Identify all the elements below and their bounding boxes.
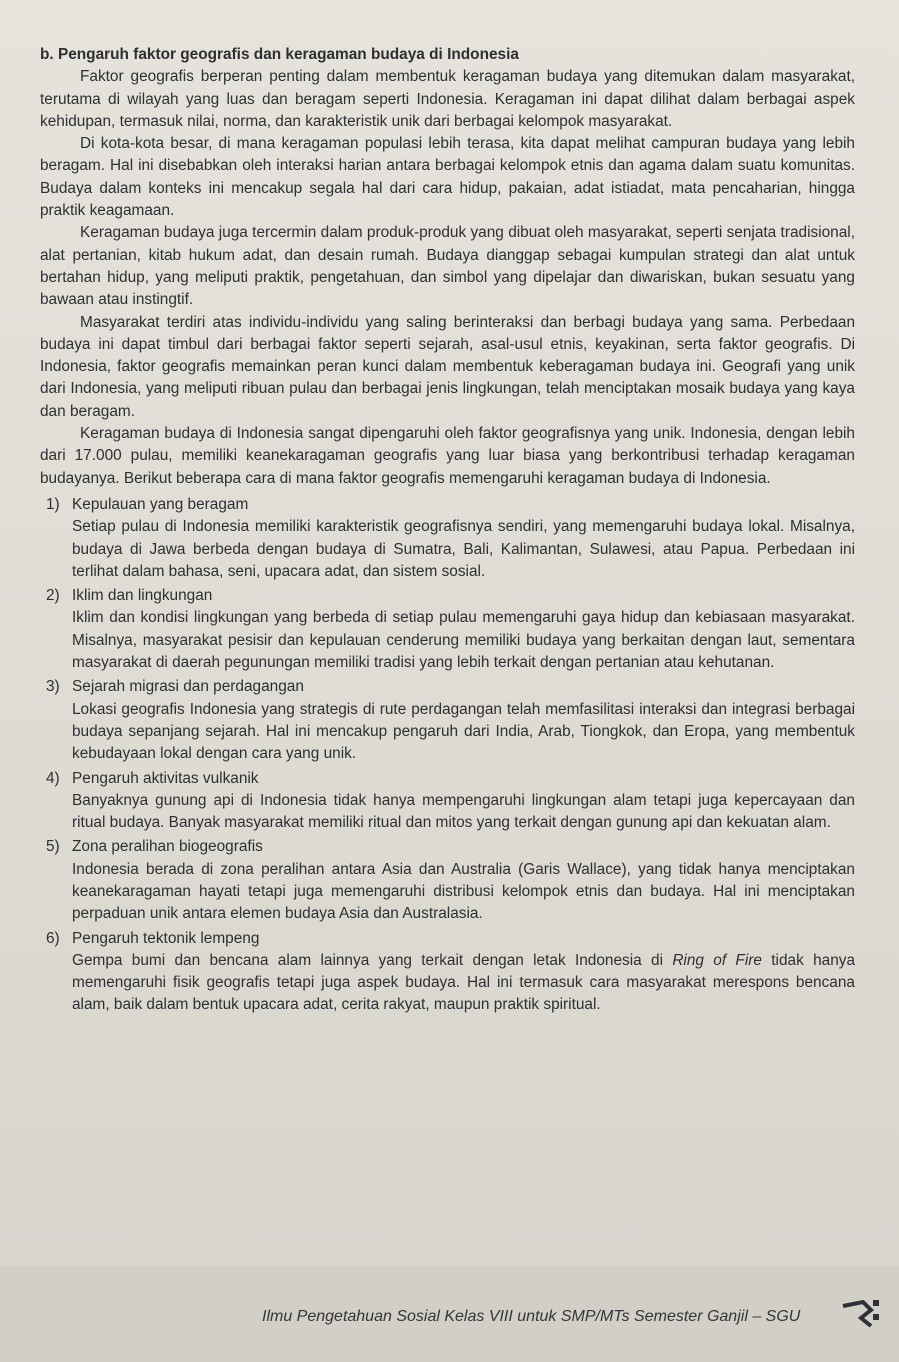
item-title: Iklim dan lingkungan xyxy=(72,587,213,605)
item-body: Lokasi geografis Indonesia yang strategis di rute perdagangan telah memfasilitasi interaksi dan integrasi berbagai budaya sepanjang sejarah. Hal ini mencakup pengaruh dari India, Arab, Tiongkok, dan Eropa, yang membentuk kebudayaan lokal dengan cara yang unik. xyxy=(72,700,855,763)
footer-text: Ilmu Pengetahuan Sosial Kelas VIII untuk SMP/MTs Semester Ganjil – SGU xyxy=(262,1308,801,1325)
paragraph-4: Masyarakat terdiri atas individu-individu yang saling berinteraksi dan berbagi budaya yang sama. Perbedaan budaya ini dapat timbul dari berbagai faktor seperti sejarah, asal-usul etnis, keyakinan, serta faktor geografis. Di Indonesia, faktor geografis memainkan peran kunci dalam membentuk keberagaman budaya ini. Geografi yang unik dari Indonesia, yang meliputi ribuan pulau dan berbagai jenis lingkungan, telah menciptakan mosaik budaya yang kaya dan beragam. xyxy=(40,313,855,420)
paragraph-5: Keragaman budaya di Indonesia sangat dipengaruhi oleh faktor geografisnya yang unik. Indonesia, dengan lebih dari 17.000 pulau, memiliki keanekaragaman geografis yang luar biasa yang berkontribusi terhadap keragaman budayanya. Berikut beberapa cara di mana faktor geografis memengaruhi keragaman budaya di Indonesia. xyxy=(40,425,855,487)
paragraph-1: Faktor geografis berperan penting dalam membentuk keragaman budaya yang ditemukan dalam masyarakat, terutama di wilayah yang luas dan beragam seperti Indonesia. Keragaman ini dapat dilihat dalam berbagai aspek kehidupan, termasuk nilai, norma, dan karakteristik unik dari berbagai kelompok masyarakat. xyxy=(40,68,855,130)
item-body: Iklim dan kondisi lingkungan yang berbeda di setiap pulau memengaruhi gaya hidup dan kebiasaan masyarakat. Misalnya, masyarakat pesisir dan kepulauan cenderung memiliki budaya yang berkaitan dengan laut, sementara masyarakat di daerah pegunungan memiliki tradisi yang lebih terkait dengan pertanian atau kehutanan. xyxy=(72,609,855,672)
paragraph-2: Di kota-kota besar, di mana keragaman populasi lebih terasa, kita dapat melihat campuran budaya yang lebih beragam. Hal ini disebabkan oleh interaksi harian antara berbagai kelompok etnis dan agama dalam suatu komunitas. Budaya dalam konteks ini mencakup segala hal dari cara hidup, pakaian, adat istiadat, mata pencaharian, hingga praktik keagamaan. xyxy=(40,135,855,220)
ring-of-fire-term: Ring of Fire xyxy=(672,951,762,969)
list-item xyxy=(40,585,855,674)
item-number: 5) xyxy=(46,838,60,856)
list-item xyxy=(40,676,855,765)
list-item xyxy=(40,768,855,835)
item-number: 4) xyxy=(46,769,60,787)
page-footer xyxy=(0,1266,899,1362)
item-number: 6) xyxy=(46,929,60,947)
list-item xyxy=(40,836,855,925)
item-body: Setiap pulau di Indonesia memiliki karakteristik geografisnya sendiri, yang memengaruhi budaya lokal. Misalnya, budaya di Jawa berbeda dengan budaya di Sumatra, Bali, Kalimantan, Sulawesi, atau Papua. Perbedaan ini terlihat dalam bahasa, seni, upacara adat, dan sistem sosial. xyxy=(72,518,855,580)
item-title: Pengaruh aktivitas vulkanik xyxy=(72,769,259,787)
item-title: Kepulauan yang beragam xyxy=(72,495,249,513)
item-title: Sejarah migrasi dan perdagangan xyxy=(72,678,304,696)
item-number: 2) xyxy=(46,587,60,605)
factor-list xyxy=(40,494,855,1017)
item-body: Indonesia berada di zona peralihan antara Asia dan Australia (Garis Wallace), yang tidak hanya menciptakan keanekaragaman hayati tetapi juga memengaruhi distribusi kelompok etnis dan budaya. Hal ini menciptakan perpaduan unik antara elemen budaya Asia dan Australasia. xyxy=(72,860,855,923)
item-number: 3) xyxy=(46,678,60,696)
item-body: Banyaknya gunung api di Indonesia tidak hanya mempengaruhi lingkungan alam tetapi juga kepercayaan dan ritual budaya. Banyak masyarakat memiliki ritual dan mitos yang terkait dengan gunung api dan kekuatan alam. xyxy=(72,791,855,832)
list-item xyxy=(40,494,855,583)
item-number: 1) xyxy=(46,495,60,513)
list-item xyxy=(40,928,855,1017)
page-content xyxy=(40,44,855,1019)
item-body: Gempa bumi dan bencana alam lainnya yang terkait dengan letak Indonesia di Ring of Fire tidak hanya memengaruhi fisik geografis tetapi juga aspek budaya. Hal ini termasuk cara masyarakat merespons bencana alam, baik dalam bentuk upacara adat, cerita rakyat, maupun praktik spiritual. xyxy=(72,951,856,1014)
corner-pattern-icon xyxy=(841,1296,881,1336)
section-title: b. Pengaruh faktor geografis dan keragaman budaya di Indonesia xyxy=(40,46,519,63)
item-title: Pengaruh tektonik lempeng xyxy=(72,929,260,947)
paragraph-3: Keragaman budaya juga tercermin dalam produk-produk yang dibuat oleh masyarakat, seperti senjata tradisional, alat pertanian, kitab hukum adat, dan desain rumah. Budaya dianggap sebagai kumpulan strategi dan alat untuk bertahan hidup, yang meliputi praktik, pengetahuan, dan simbol yang dipelajar dan diwariskan, bukan sesuatu yang bawaan atau instingtif. xyxy=(40,224,855,309)
item-title: Zona peralihan biogeografis xyxy=(72,838,263,856)
